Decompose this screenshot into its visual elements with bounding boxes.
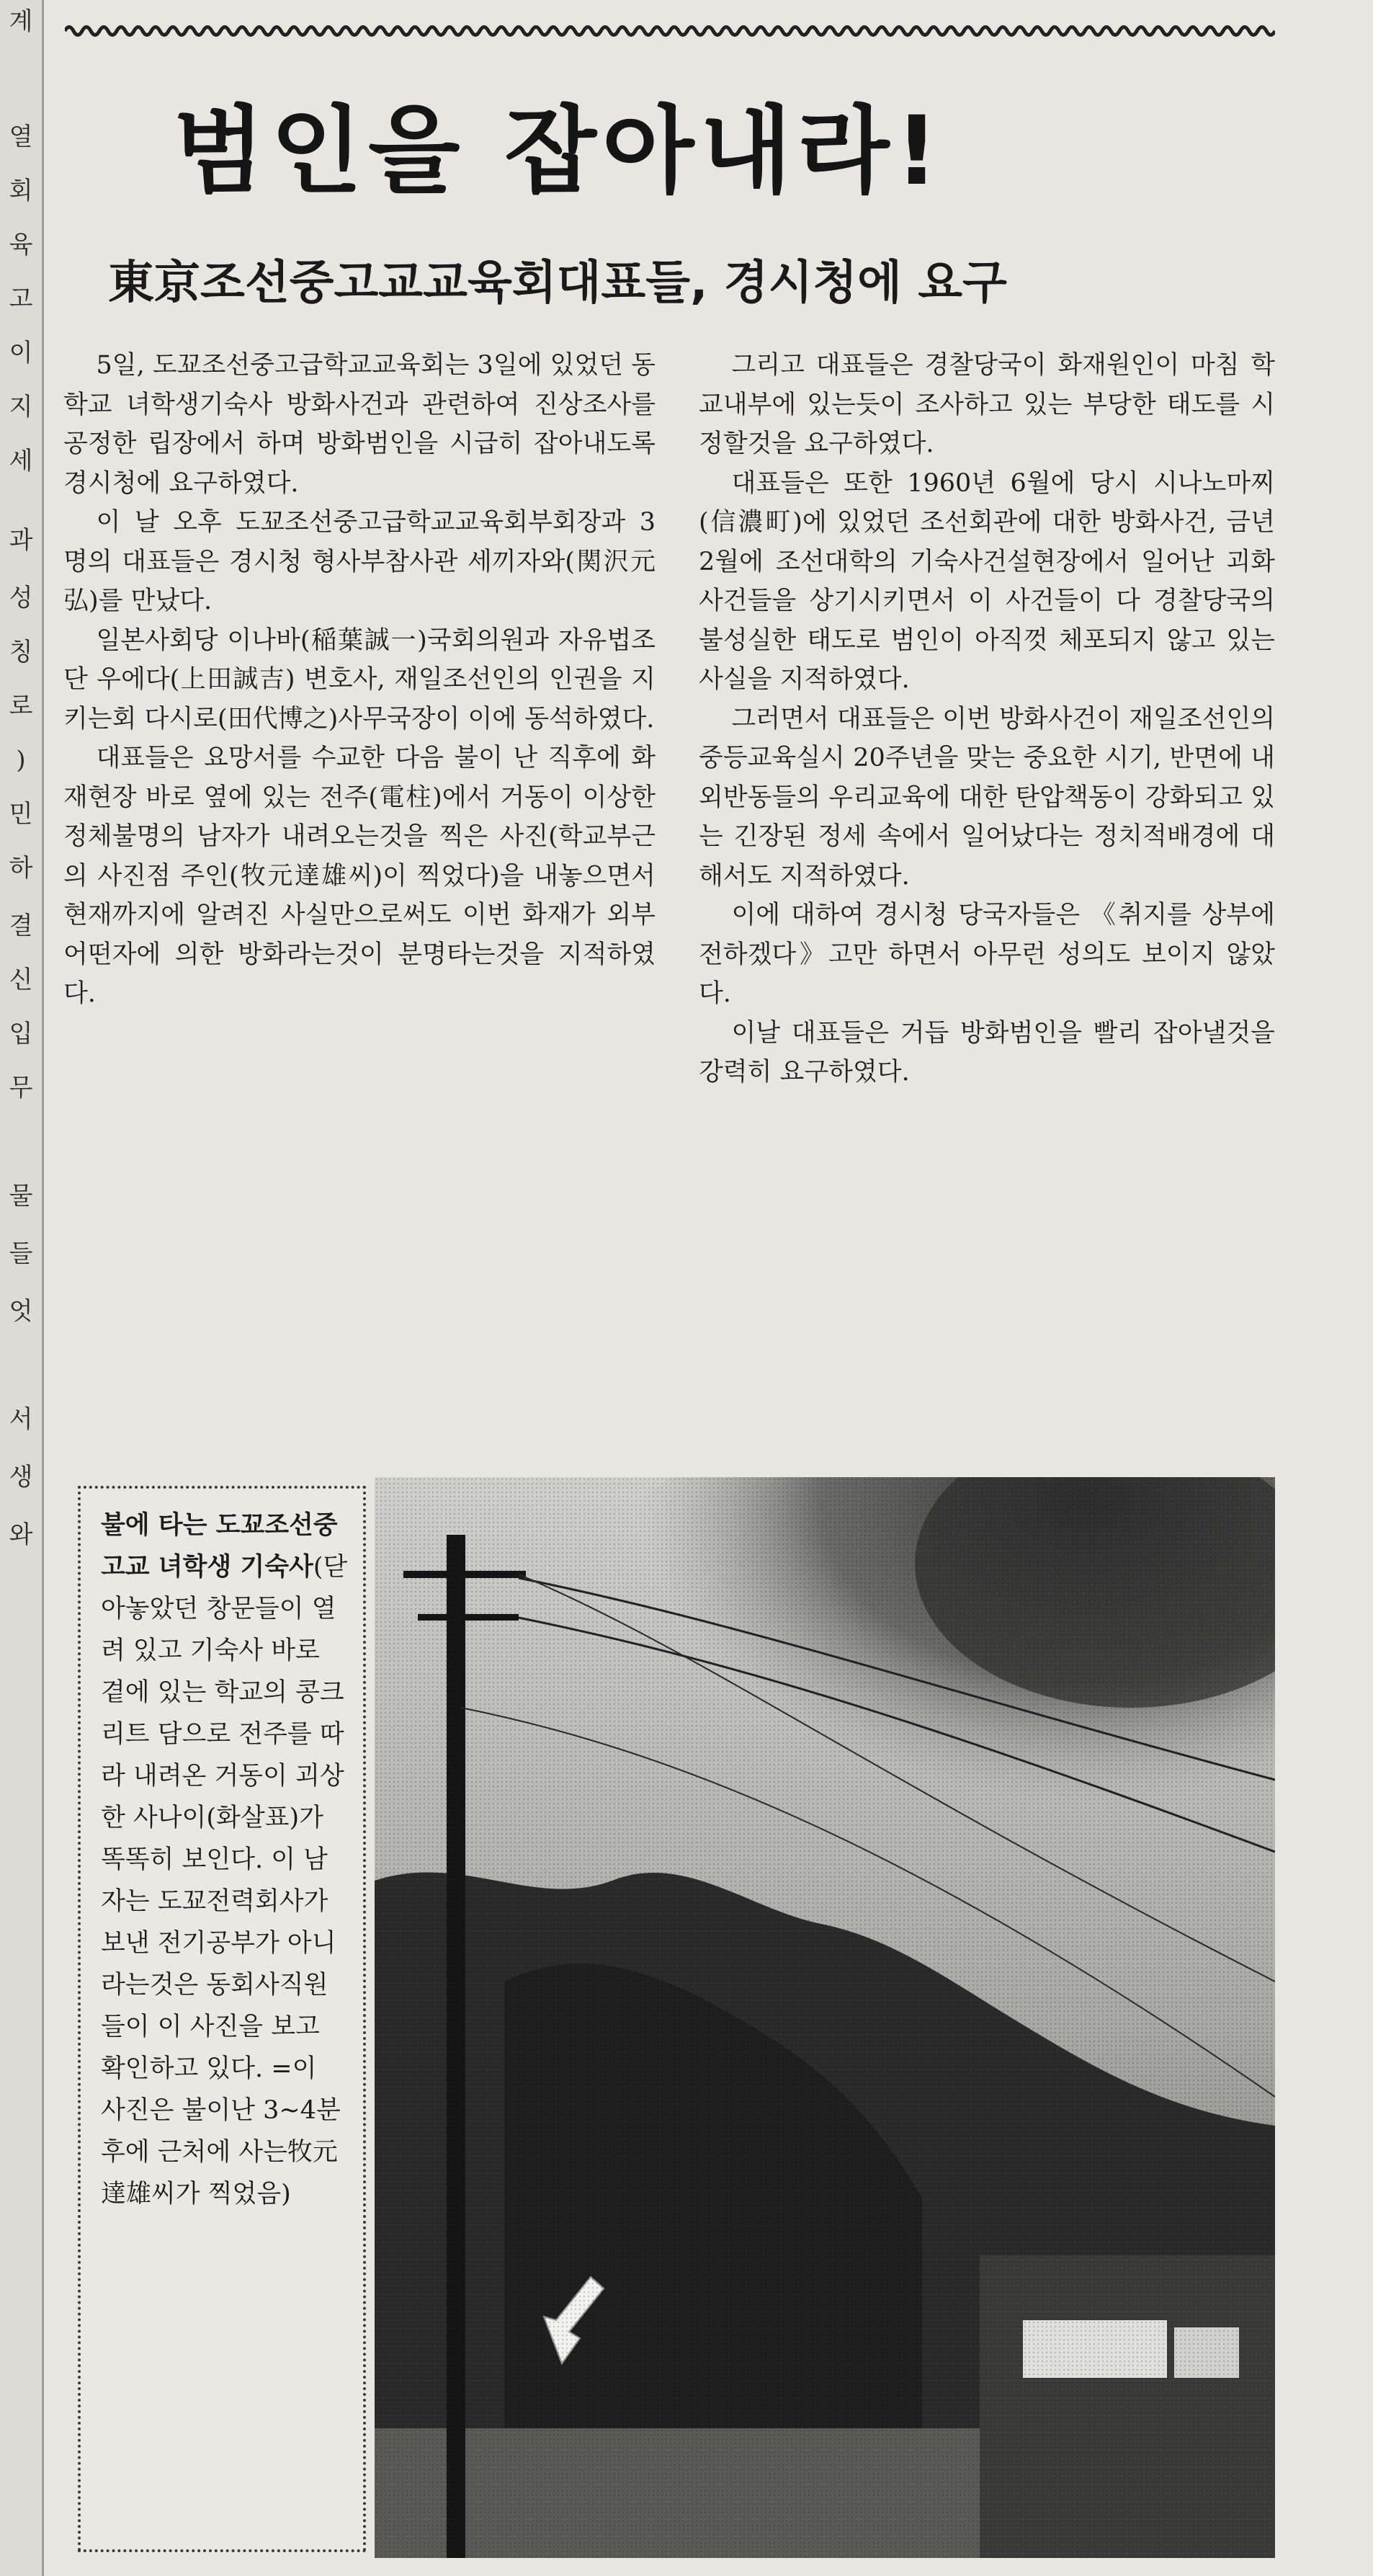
margin-char: 육 — [9, 231, 33, 259]
subheadline: 東京조선중고교교육회대표들, 경시청에 요구 — [108, 257, 1007, 310]
caption-text: (닫아놓았던 창문들이 열려 있고 기숙사 바로 곁에 있는 학교의 콩크리트 담으로 전주를 따라 내려온 거동이 괴상한 사나이(화살표)가 똑똑히 보인다. 이 남자는 도꾜전력회사가 보낸 전기공부가 아니라는것은 동회사직원들이 이 사진을 보고 확인하고 있다. =이 사진은 불이난 3~4분후에 근처에 사는牧元達雄씨가 찍었음) — [101, 1553, 348, 2209]
photo-caption-box — [78, 1486, 366, 2552]
margin-char: 회 — [9, 177, 33, 205]
paragraph: 대표들은 요망서를 수교한 다음 불이 난 직후에 화재현장 바로 옆에 있는 전주(電柱)에서 거동이 이상한 정체불명의 남자가 내려오는것을 찍은 사진(학교부근의 사진점 주인(牧元達雄씨)이 찍었다)을 내놓으면서 현재까지에 알려진 사실만으로써도 이번 화재가 외부 어떤자에 의한 방화라는것이 분명타는것을 지적하였다. — [63, 744, 656, 1008]
caption-lead: 불에 타는 도꾜조선중고교 녀학생 기숙사 — [101, 1510, 338, 1582]
paragraph: 그리고 대표들은 경찰당국이 화재원인이 마침 학교내부에 있는듯이 조사하고 있는 부당한 태도를 시정할것을 요구하였다. — [699, 351, 1275, 458]
paragraph: 대표들은 또한 1960년 6월에 당시 시나노마찌(信濃町)에 있었던 조선회관에 대한 방화사건, 금년 2월에 조선대학의 기숙사건설현장에서 일어난 괴화사건들을 상기시키면서 이 사건들이 다 경찰당국의 불성실한 태도로 범인이 아직껏 체포되지 않고 있는 사실을 지적하였다. — [699, 468, 1275, 694]
margin-char: 생 — [9, 1463, 33, 1492]
margin-char: 로 — [9, 692, 33, 721]
paragraph: 그러면서 대표들은 이번 방화사건이 재일조선인의 중등교육실시 20주년을 맞는 중요한 시기, 반면에 내외반동들의 우리교육에 대한 탄압책동이 강화되고 있는 긴장된 정세 속에서 일어났다는 정치적배경에 대해서도 지적하였다. — [699, 704, 1276, 891]
margin-char: 성 — [9, 584, 33, 612]
margin-char: 칭 — [9, 638, 33, 667]
margin-char: 입 — [9, 1020, 33, 1048]
photo-illustration — [375, 1477, 1275, 2558]
margin-char: 열 — [9, 122, 33, 151]
margin-char: 하 — [9, 854, 33, 883]
margin-char: 무 — [9, 1074, 33, 1102]
margin-char: 결 — [9, 912, 33, 940]
margin-char: 이 — [9, 339, 33, 367]
paragraph: 이에 대하여 경시청 당국자들은 《취지를 상부에 전하겠다》고만 하면서 아무런 성의도 보이지 않았다. — [699, 901, 1275, 1008]
margin-char: 고 — [9, 285, 33, 313]
margin-char: 계 — [9, 7, 33, 36]
article-column-right — [699, 346, 1275, 1456]
wavy-top-rule — [65, 19, 1275, 43]
paragraph: 5일, 도꾜조선중고급학교교육회는 3일에 있었던 동학교 녀학생기숙사 방화사건과 관련하여 진상조사를 공정한 립장에서 하며 방화범인을 시급히 잡아내도록 경시청에 요구하였다. — [63, 351, 656, 498]
margin-char: 엇 — [9, 1297, 33, 1326]
column-divider — [42, 0, 44, 2576]
margin-char: 물 — [9, 1182, 33, 1211]
news-photo-dormitory-fire — [375, 1477, 1275, 2558]
margin-char: 지 — [9, 393, 33, 422]
margin-char: 서 — [9, 1405, 33, 1434]
margin-char: 세 — [9, 447, 33, 476]
margin-char: 와 — [9, 1520, 33, 1549]
margin-char: 민 — [9, 800, 33, 829]
margin-char: 신 — [9, 966, 33, 994]
paragraph: 일본사회당 이나바(稲葉誠一)국회의원과 자유법조단 우에다(上田誠吉) 변호사, 재일조선인의 인권을 지키는회 다시로(田代博之)사무국장이 이에 동석하였다. — [63, 625, 656, 734]
article-column-left — [63, 346, 656, 1456]
margin-char: 과 — [9, 526, 33, 555]
margin-char: 들 — [9, 1239, 33, 1268]
margin-char: ) — [16, 746, 26, 775]
paragraph: 이날 대표들은 거듭 방화범인을 빨리 잡아낼것을 강력히 요구하였다. — [699, 1018, 1275, 1087]
paragraph: 이 날 오후 도꾜조선중고급학교교육회부회장과 3명의 대표들은 경시청 형사부참사관 세끼자와(関沢元弘)를 만났다. — [63, 508, 656, 615]
adjacent-column-strip — [0, 0, 43, 2576]
headline: 범인을 잡아내라! — [173, 96, 944, 207]
